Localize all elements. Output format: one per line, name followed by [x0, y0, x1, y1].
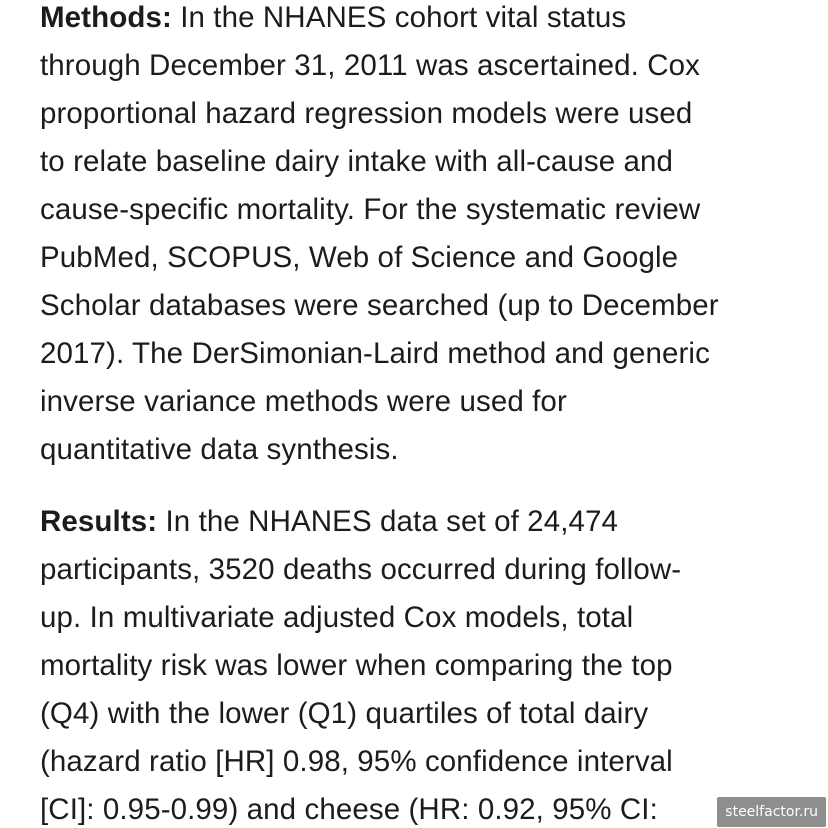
results-line-7: [CI]: 0.95-0.99) and cheese (HR: 0.92, 95% CI:	[40, 793, 658, 826]
methods-heading: Methods:	[40, 1, 172, 34]
results-heading: Results:	[40, 505, 158, 538]
methods-line-8: 2017). The DerSimonian-Laird method and generic	[40, 337, 710, 370]
methods-line-7: Scholar databases were searched (up to December	[40, 289, 719, 322]
results-line-1	[40, 498, 800, 546]
methods-line-2: through December 31, 2011 was ascertained. Cox	[40, 49, 700, 82]
watermark-badge: steelfactor.ru	[717, 797, 826, 827]
results-text: In the NHANES data set of 24,474	[157, 505, 619, 538]
methods-line-1	[40, 0, 800, 42]
methods-text: In the NHANES cohort vital status	[171, 1, 627, 34]
results-line-6: (hazard ratio [HR] 0.98, 95% confidence interval	[40, 745, 673, 778]
methods-line-6: PubMed, SCOPUS, Web of Science and Google	[40, 241, 679, 274]
methods-line-5: cause-specific mortality. For the systematic review	[40, 193, 701, 226]
results-line-3: up. In multivariate adjusted Cox models, total	[40, 601, 634, 634]
results-line-4: mortality risk was lower when comparing the top	[40, 649, 673, 682]
methods-line-4: to relate baseline dairy intake with all-cause and	[40, 145, 674, 178]
methods-line-9: inverse variance methods were used for	[40, 385, 567, 418]
methods-line-10: quantitative data synthesis.	[40, 433, 399, 466]
results-line-2: participants, 3520 deaths occurred during follow-	[40, 553, 682, 586]
methods-paragraph	[40, 0, 800, 474]
results-line-5: (Q4) with the lower (Q1) quartiles of total dairy	[40, 697, 649, 730]
methods-line-3: proportional hazard regression models were used	[40, 97, 693, 130]
results-paragraph	[40, 498, 800, 828]
